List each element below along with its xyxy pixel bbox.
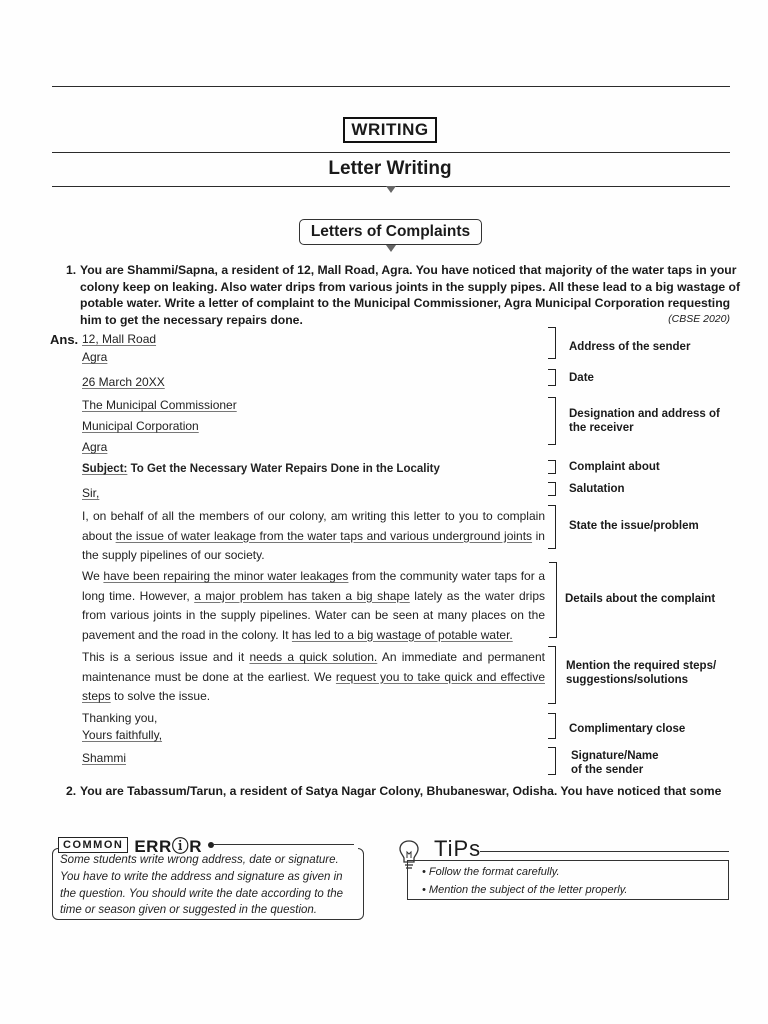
underlined-phrase: have been repairing the minor water leakages	[103, 569, 349, 583]
subsection-title: Letters of Complaints	[310, 223, 471, 240]
letter-paragraph-2	[82, 567, 545, 645]
bracket-steps	[548, 646, 556, 704]
bracket-sender	[548, 327, 556, 359]
answer-label: Ans.	[50, 332, 79, 347]
error-line: Some students write wrong address, date or signature.	[60, 854, 339, 866]
triangle-marker-icon	[386, 186, 396, 193]
annotation-line: suggestions/solutions	[566, 674, 689, 686]
annotation-line: the receiver	[569, 422, 634, 434]
common-label: COMMON	[58, 837, 128, 853]
receiver-address-line: Agra	[82, 440, 108, 454]
bracket-receiver	[548, 397, 556, 445]
error-line: You have to write the address and signature as given in	[60, 870, 343, 883]
annotation-date: Date	[569, 372, 594, 384]
bracket-close	[548, 713, 556, 739]
annotation-line: Designation and address of	[569, 408, 720, 420]
tip-item: • Follow the format carefully.	[422, 866, 560, 878]
page-title: Letter Writing	[328, 158, 452, 179]
bracket-details	[549, 562, 557, 638]
bracket-salutation	[548, 482, 556, 496]
header-line	[214, 844, 354, 845]
annotation-close: Complimentary close	[569, 723, 686, 735]
question-line: him to get the necessary repairs done.	[80, 312, 303, 327]
section-title: WRITING	[351, 120, 429, 139]
bracket-issue	[548, 505, 556, 549]
annotation-issue: State the issue/problem	[569, 520, 699, 532]
question-line: You are Shammi/Sapna, a resident of 12, Mall Road, Agra. You have noticed that majority of the water taps in your	[80, 263, 737, 277]
tip-text: Mention the subject of the letter properly.	[428, 884, 628, 896]
error-line: the question. You should write the date according to the	[60, 887, 344, 900]
error-label: ERRⓘR	[134, 837, 202, 856]
subject-text: To Get the Necessary Water Repairs Done in the Locality	[127, 463, 440, 475]
annotation-line: Mention the required steps/	[566, 660, 717, 672]
sender-address-line: 12, Mall Road	[82, 332, 157, 346]
bracket-date	[548, 369, 556, 386]
annotation-details: Details about the complaint	[565, 593, 716, 605]
question-number: 2.	[66, 784, 77, 798]
title-rule-top	[52, 152, 730, 153]
receiver-address-line: Municipal Corporation	[82, 419, 199, 433]
annotation-line: of the sender	[571, 764, 644, 776]
text-run: to solve the issue.	[110, 689, 211, 703]
annotation-steps	[566, 659, 716, 687]
text-run: An immediate and permanent maintenance must be done at the earliest. We	[82, 650, 545, 684]
tip-item: • Mention the subject of the letter properly.	[422, 884, 628, 896]
signature: Shammi	[82, 751, 127, 765]
salutation: Sir,	[82, 486, 100, 500]
text-run: We	[82, 569, 104, 583]
annotation-line: Signature/Name	[571, 750, 659, 762]
question-number: 1.	[66, 263, 77, 277]
sender-address-line: Agra	[82, 350, 108, 364]
annotation-sender: Address of the sender	[569, 341, 691, 353]
section-title-box	[343, 117, 437, 143]
text-run: This is a serious issue and it	[82, 650, 250, 664]
common-error-text	[60, 852, 360, 919]
question-2	[66, 783, 721, 800]
tip-text: Follow the format carefully.	[428, 866, 560, 878]
error-line: time or season given or suggested in the question.	[60, 904, 317, 917]
letter-paragraph-3	[82, 648, 545, 707]
question-line: potable water. Write a letter of complaint to the Municipal Commissioner, Agra Municipal Corporation requesting	[80, 296, 731, 311]
triangle-marker-icon	[386, 245, 396, 252]
tips-title: TiPs	[434, 836, 482, 861]
bracket-subject	[548, 460, 556, 474]
text-run: lately as the water drips from various joints in the supply pipelines. Water can be seen at many places on the pavement and the road in the colony. It	[82, 588, 545, 642]
annotation-subject: Complaint about	[569, 461, 660, 473]
annotation-signature	[571, 749, 659, 777]
underlined-phrase: has led to a big wastage of potable water.	[291, 627, 513, 642]
annotation-receiver	[569, 407, 720, 435]
underlined-phrase: the issue of water leakage from the water taps and various underground joints	[115, 528, 533, 543]
bracket-signature	[548, 747, 556, 775]
subsection-title-box	[299, 219, 482, 245]
subject-label: Subject:	[82, 463, 128, 475]
underlined-phrase: a major problem has taken a big shape	[194, 588, 410, 603]
closing-line: Thanking you,	[82, 711, 158, 725]
underlined-phrase: needs a quick solution.	[249, 650, 378, 664]
text-run: I, on behalf of all the members of our colony, am writing this letter to you to complain about	[82, 509, 545, 543]
text-run: from the community water taps for a long time. However,	[82, 569, 545, 603]
question-text: You are Tabassum/Tarun, a resident of Satya Nagar Colony, Bhubaneswar, Odisha. You have noticed that some	[80, 784, 722, 798]
annotation-salutation: Salutation	[569, 483, 625, 495]
question-line: colony keep on leaking. Also water drips from various joints in the supply pipes. All these lead to a big wastage of	[80, 279, 741, 294]
question-1	[66, 262, 740, 328]
receiver-address-line: The Municipal Commissioner	[82, 398, 237, 412]
text-run: in the supply pipelines of our society.	[82, 528, 545, 562]
underlined-phrase: request you to take quick and effective steps	[82, 669, 545, 703]
closing-line: Yours faithfully,	[82, 728, 163, 742]
tips-header-line	[480, 851, 729, 852]
letter-paragraph-1	[82, 507, 545, 566]
subject-line	[82, 463, 440, 475]
top-rule	[52, 86, 730, 87]
letter-date: 26 March 20XX	[82, 375, 165, 389]
source-tag: (CBSE 2020)	[668, 313, 730, 325]
